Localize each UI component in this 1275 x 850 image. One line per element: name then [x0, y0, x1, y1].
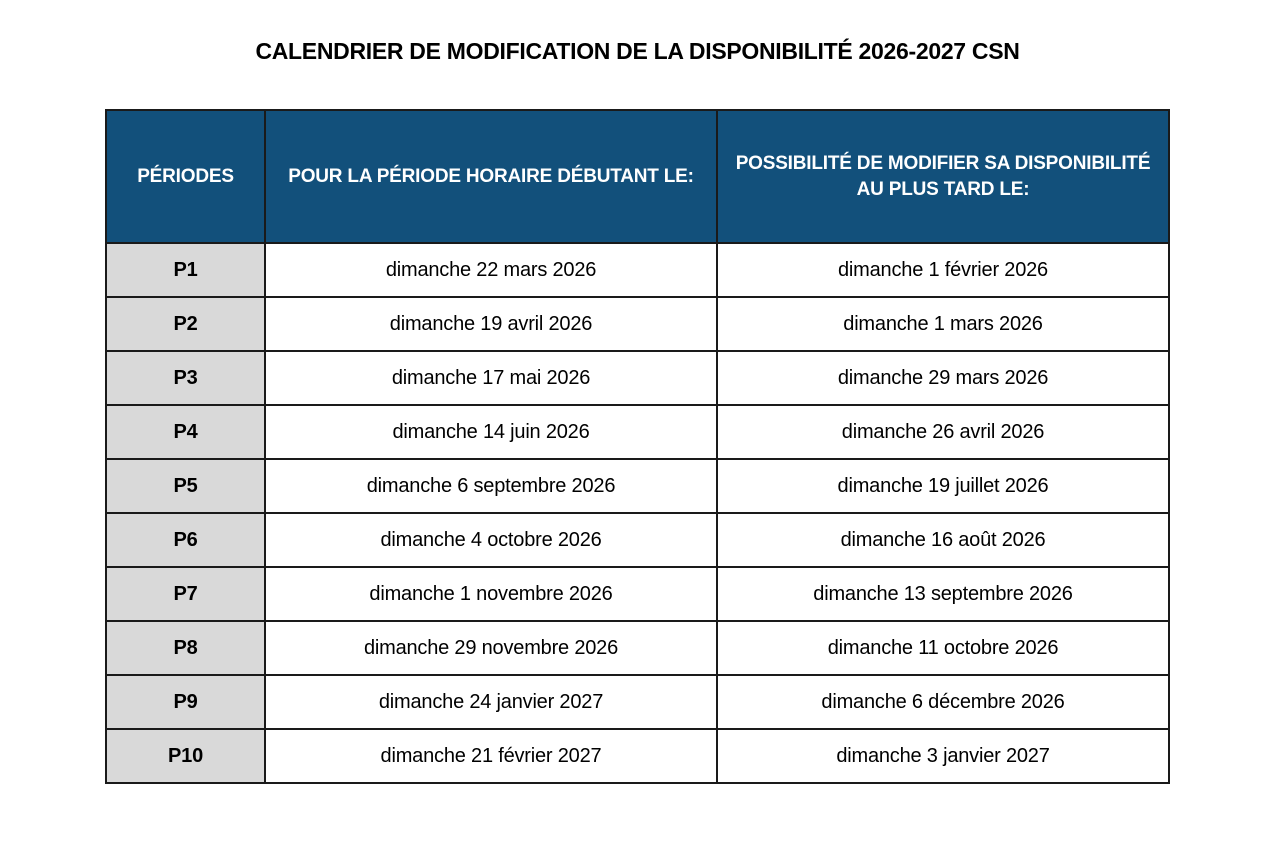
- start-date-cell: dimanche 4 octobre 2026: [265, 513, 717, 567]
- period-cell: P10: [106, 729, 265, 783]
- period-cell: P6: [106, 513, 265, 567]
- table-row: [106, 459, 1169, 513]
- deadline-cell: dimanche 29 mars 2026: [717, 351, 1169, 405]
- period-cell: P1: [106, 243, 265, 297]
- period-cell: P9: [106, 675, 265, 729]
- table-row: [106, 621, 1169, 675]
- period-cell: P5: [106, 459, 265, 513]
- deadline-cell: dimanche 13 septembre 2026: [717, 567, 1169, 621]
- header-row: [106, 110, 1169, 243]
- table-row: [106, 351, 1169, 405]
- period-cell: P3: [106, 351, 265, 405]
- table-row: [106, 405, 1169, 459]
- period-cell: P8: [106, 621, 265, 675]
- header-deadline: POSSIBILITÉ DE MODIFIER SA DISPONIBILITÉ AU PLUS TARD LE:: [717, 110, 1169, 243]
- period-cell: P4: [106, 405, 265, 459]
- start-date-cell: dimanche 19 avril 2026: [265, 297, 717, 351]
- period-cell: P7: [106, 567, 265, 621]
- table-row: [106, 729, 1169, 783]
- table-row: [106, 567, 1169, 621]
- header-periods: PÉRIODES: [106, 110, 265, 243]
- table-row: [106, 297, 1169, 351]
- start-date-cell: dimanche 17 mai 2026: [265, 351, 717, 405]
- table-row: [106, 513, 1169, 567]
- start-date-cell: dimanche 14 juin 2026: [265, 405, 717, 459]
- deadline-cell: dimanche 19 juillet 2026: [717, 459, 1169, 513]
- start-date-cell: dimanche 24 janvier 2027: [265, 675, 717, 729]
- start-date-cell: dimanche 22 mars 2026: [265, 243, 717, 297]
- table-row: [106, 675, 1169, 729]
- table-header: [106, 110, 1169, 243]
- schedule-table: [105, 109, 1170, 784]
- deadline-cell: dimanche 6 décembre 2026: [717, 675, 1169, 729]
- start-date-cell: dimanche 6 septembre 2026: [265, 459, 717, 513]
- start-date-cell: dimanche 21 février 2027: [265, 729, 717, 783]
- deadline-cell: dimanche 1 février 2026: [717, 243, 1169, 297]
- header-start-date: POUR LA PÉRIODE HORAIRE DÉBUTANT LE:: [265, 110, 717, 243]
- deadline-cell: dimanche 11 octobre 2026: [717, 621, 1169, 675]
- deadline-cell: dimanche 26 avril 2026: [717, 405, 1169, 459]
- period-cell: P2: [106, 297, 265, 351]
- table-row: [106, 243, 1169, 297]
- start-date-cell: dimanche 29 novembre 2026: [265, 621, 717, 675]
- table-body: [106, 243, 1169, 783]
- deadline-cell: dimanche 3 janvier 2027: [717, 729, 1169, 783]
- start-date-cell: dimanche 1 novembre 2026: [265, 567, 717, 621]
- deadline-cell: dimanche 1 mars 2026: [717, 297, 1169, 351]
- document-title: CALENDRIER DE MODIFICATION DE LA DISPONIBILITÉ 2026-2027 CSN: [255, 38, 1020, 64]
- deadline-cell: dimanche 16 août 2026: [717, 513, 1169, 567]
